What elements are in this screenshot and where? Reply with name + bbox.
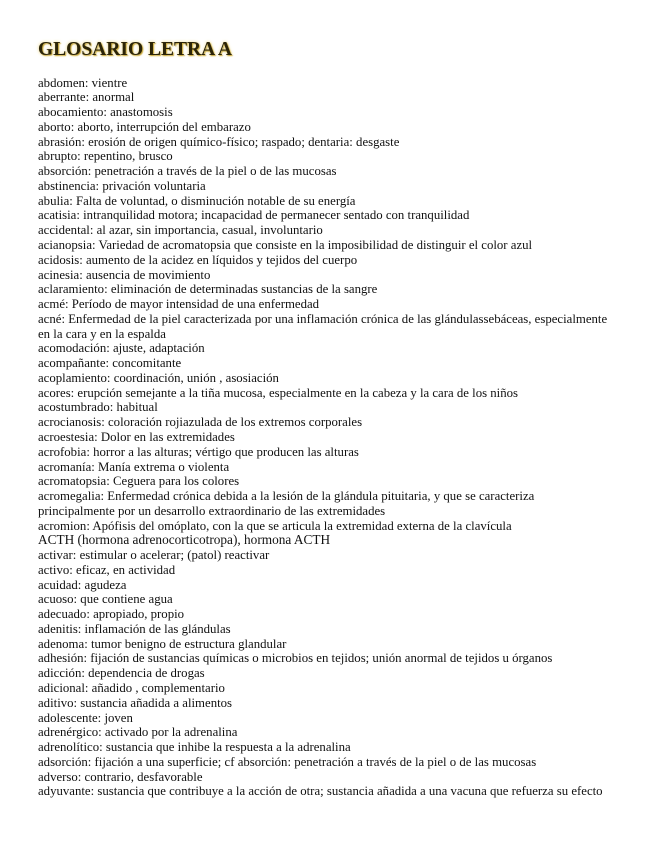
glossary-entry: acromegalia: Enfermedad crónica debida a la lesión de la glándula pituitaria, y que se caracteriza principalmente por un desarrollo extraordinario de las extremidades — [38, 489, 535, 518]
glossary-list — [38, 76, 638, 800]
glossary-entry: aclaramiento: eliminación de determinadas sustancias de la sangre — [38, 282, 378, 297]
glossary-entry: adenitis: inflamación de las glándulas — [38, 621, 231, 636]
glossary-entry: acroestesia: Dolor en las extremidades — [38, 429, 235, 444]
glossary-entry: aborto: aborto, interrupción del embarazo — [38, 119, 251, 134]
page-title: GLOSARIO LETRA A — [38, 39, 232, 60]
glossary-entry: aberrante: anormal — [38, 90, 135, 105]
glossary-entry: acné: Enfermedad de la piel caracterizada por una inflamación crónica de las glándulassebáceas, especialmente en la cara y en la espalda — [38, 311, 608, 341]
glossary-entry: adrenolítico: sustancia que inhibe la respuesta a la adrenalina — [38, 740, 351, 755]
glossary-entry: adicional: añadido , complementario — [38, 680, 225, 695]
glossary-entry: adhesión: fijación de sustancias químicas o microbios en tejidos; unión anormal de tejidos u órganos — [38, 651, 553, 666]
glossary-entry: acoplamiento: coordinación, unión , asosiación — [38, 370, 279, 385]
glossary-entry: abrupto: repentino, brusco — [38, 149, 173, 164]
glossary-entry: aditivo: sustancia añadida a alimentos — [38, 695, 233, 710]
glossary-entry: acuoso: que contiene agua — [38, 592, 173, 607]
glossary-entry: abrasión: erosión de origen químico-físico; raspado; dentaria: desgaste — [38, 134, 400, 149]
glossary-entry: acostumbrado: habitual — [38, 400, 158, 415]
glossary-entry: adicción: dependencia de drogas — [38, 666, 205, 681]
glossary-entry: acompañante: concomitante — [38, 356, 182, 371]
glossary-entry: adecuado: apropiado, propio — [38, 607, 185, 622]
glossary-entry: abulia: Falta de voluntad, o disminución notable de su energía — [38, 193, 356, 208]
glossary-entry: abdomen: vientre — [38, 75, 128, 90]
glossary-entry: acuidad: agudeza — [38, 577, 127, 592]
glossary-entry: adyuvante: sustancia que contribuye a la acción de otra; sustancia añadida a una vacuna que refuerza su efecto — [38, 784, 603, 799]
glossary-entry: acianopsia: Variedad de acromatopsia que consiste en la imposibilidad de distinguir el color azul — [38, 238, 533, 253]
glossary-entry: acatisia: intranquilidad motora; incapacidad de permanecer sentado con tranquilidad — [38, 208, 470, 223]
glossary-entry: accidental: al azar, sin importancia, casual, involuntario — [38, 223, 323, 238]
glossary-entry: acinesia: ausencia de movimiento — [38, 267, 211, 282]
glossary-entry: abocamiento: anastomosis — [38, 105, 173, 120]
glossary-entry: absorción: penetración a través de la piel o de las mucosas — [38, 164, 337, 179]
glossary-entry: acromanía: Manía extrema o violenta — [38, 459, 230, 474]
glossary-entry: ACTH (hormona adrenocorticotropa), hormona ACTH — [38, 532, 331, 548]
glossary-entry: acrocianosis: coloración rojiazulada de los extremos corporales — [38, 415, 363, 430]
glossary-entry: acmé: Período de mayor intensidad de una enfermedad — [38, 297, 320, 312]
glossary-entry: activo: eficaz, en actividad — [38, 562, 176, 577]
glossary-entry: acidosis: aumento de la acidez en líquidos y tejidos del cuerpo — [38, 252, 358, 267]
glossary-entry: adolescente: joven — [38, 710, 133, 725]
glossary-entry: abstinencia: privación voluntaria — [38, 178, 206, 193]
glossary-entry: acromion: Apófisis del omóplato, con la que se articula la extremidad externa de la clavícula — [38, 518, 512, 533]
glossary-entry: acrofobia: horror a las alturas; vértigo que producen las alturas — [38, 444, 359, 459]
glossary-entry: activar: estimular o acelerar; (patol) reactivar — [38, 548, 270, 563]
glossary-entry: adrenérgico: activado por la adrenalina — [38, 725, 238, 740]
glossary-entry: acromatopsia: Ceguera para los colores — [38, 474, 240, 489]
glossary-entry: acomodación: ajuste, adaptación — [38, 341, 205, 356]
glossary-entry: adverso: contrario, desfavorable — [38, 769, 203, 784]
glossary-entry: adenoma: tumor benigno de estructura glandular — [38, 636, 287, 651]
glossary-entry: acores: erupción semejante a la tiña mucosa, especialmente en la cabeza y la cara de los niños — [38, 385, 519, 400]
glossary-entry: adsorción: fijación a una superficie; cf absorción: penetración a través de la piel o de las mucosas — [38, 754, 537, 769]
